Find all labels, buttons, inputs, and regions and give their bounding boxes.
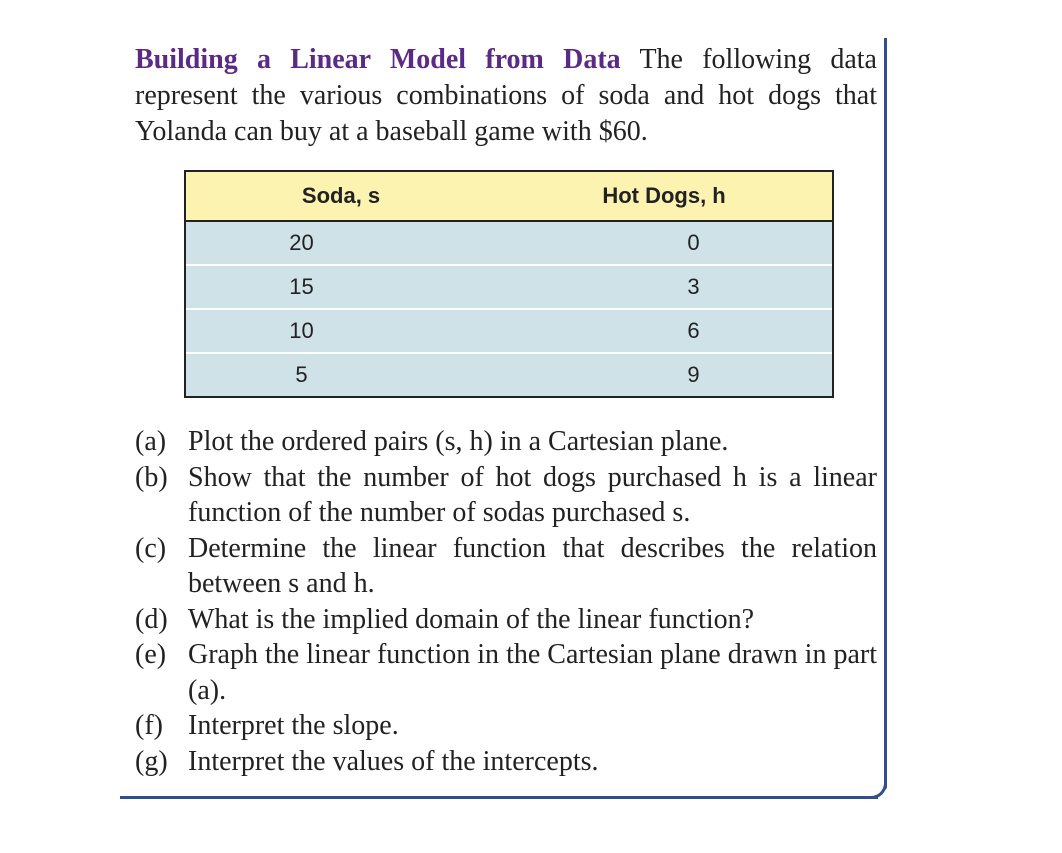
question-text: What is the implied domain of the linear function? bbox=[188, 603, 755, 635]
problem-intro bbox=[135, 42, 877, 150]
problem-intro-text: The following data represent the various combinations of soda and hot dogs that Yolanda can buy at a baseball game with $60. bbox=[135, 44, 877, 147]
question-label: (c) bbox=[135, 532, 167, 564]
problem-heading: Building a Linear Model from Data bbox=[135, 44, 621, 75]
table-header-row bbox=[186, 172, 832, 221]
question-e bbox=[135, 637, 877, 708]
question-text: Graph the linear function in the Cartesian plane drawn in part (a). bbox=[188, 639, 877, 706]
column-header-soda: Soda, s bbox=[186, 172, 496, 221]
question-label: (e) bbox=[135, 639, 167, 670]
question-text: Plot the ordered pairs (s, h) in a Cartesian plane. bbox=[188, 426, 729, 457]
question-label: (g) bbox=[135, 745, 168, 777]
table-row bbox=[186, 265, 832, 309]
cell-hot-dogs: 3 bbox=[496, 265, 832, 309]
cell-soda: 20 bbox=[186, 221, 496, 265]
question-d bbox=[135, 602, 877, 638]
right-border-rule bbox=[884, 38, 887, 790]
question-label: (d) bbox=[135, 603, 168, 635]
question-a bbox=[135, 424, 877, 460]
question-f bbox=[135, 708, 877, 744]
cell-hot-dogs: 9 bbox=[496, 353, 832, 396]
question-label: (a) bbox=[135, 426, 167, 457]
question-text: Interpret the values of the intercepts. bbox=[188, 745, 599, 777]
question-label: (f) bbox=[135, 710, 163, 741]
table-row bbox=[186, 353, 832, 396]
question-text: Determine the linear function that describes the relation between s and h. bbox=[188, 532, 877, 599]
bottom-border-rule bbox=[120, 796, 878, 799]
table-row bbox=[186, 221, 832, 265]
question-g bbox=[135, 744, 877, 780]
question-text: Interpret the slope. bbox=[188, 710, 399, 741]
question-c bbox=[135, 531, 877, 602]
cell-soda: 10 bbox=[186, 309, 496, 353]
cell-soda: 5 bbox=[186, 353, 496, 396]
question-list bbox=[135, 424, 877, 779]
cell-hot-dogs: 0 bbox=[496, 221, 832, 265]
data-table bbox=[184, 170, 834, 398]
column-header-hot-dogs: Hot Dogs, h bbox=[496, 172, 832, 221]
cell-hot-dogs: 6 bbox=[496, 309, 832, 353]
question-b bbox=[135, 460, 877, 531]
table-row bbox=[186, 309, 832, 353]
cell-soda: 15 bbox=[186, 265, 496, 309]
question-label: (b) bbox=[135, 461, 168, 493]
question-text: Show that the number of hot dogs purchased h is a linear function of the number of sodas purchased s. bbox=[188, 461, 877, 528]
